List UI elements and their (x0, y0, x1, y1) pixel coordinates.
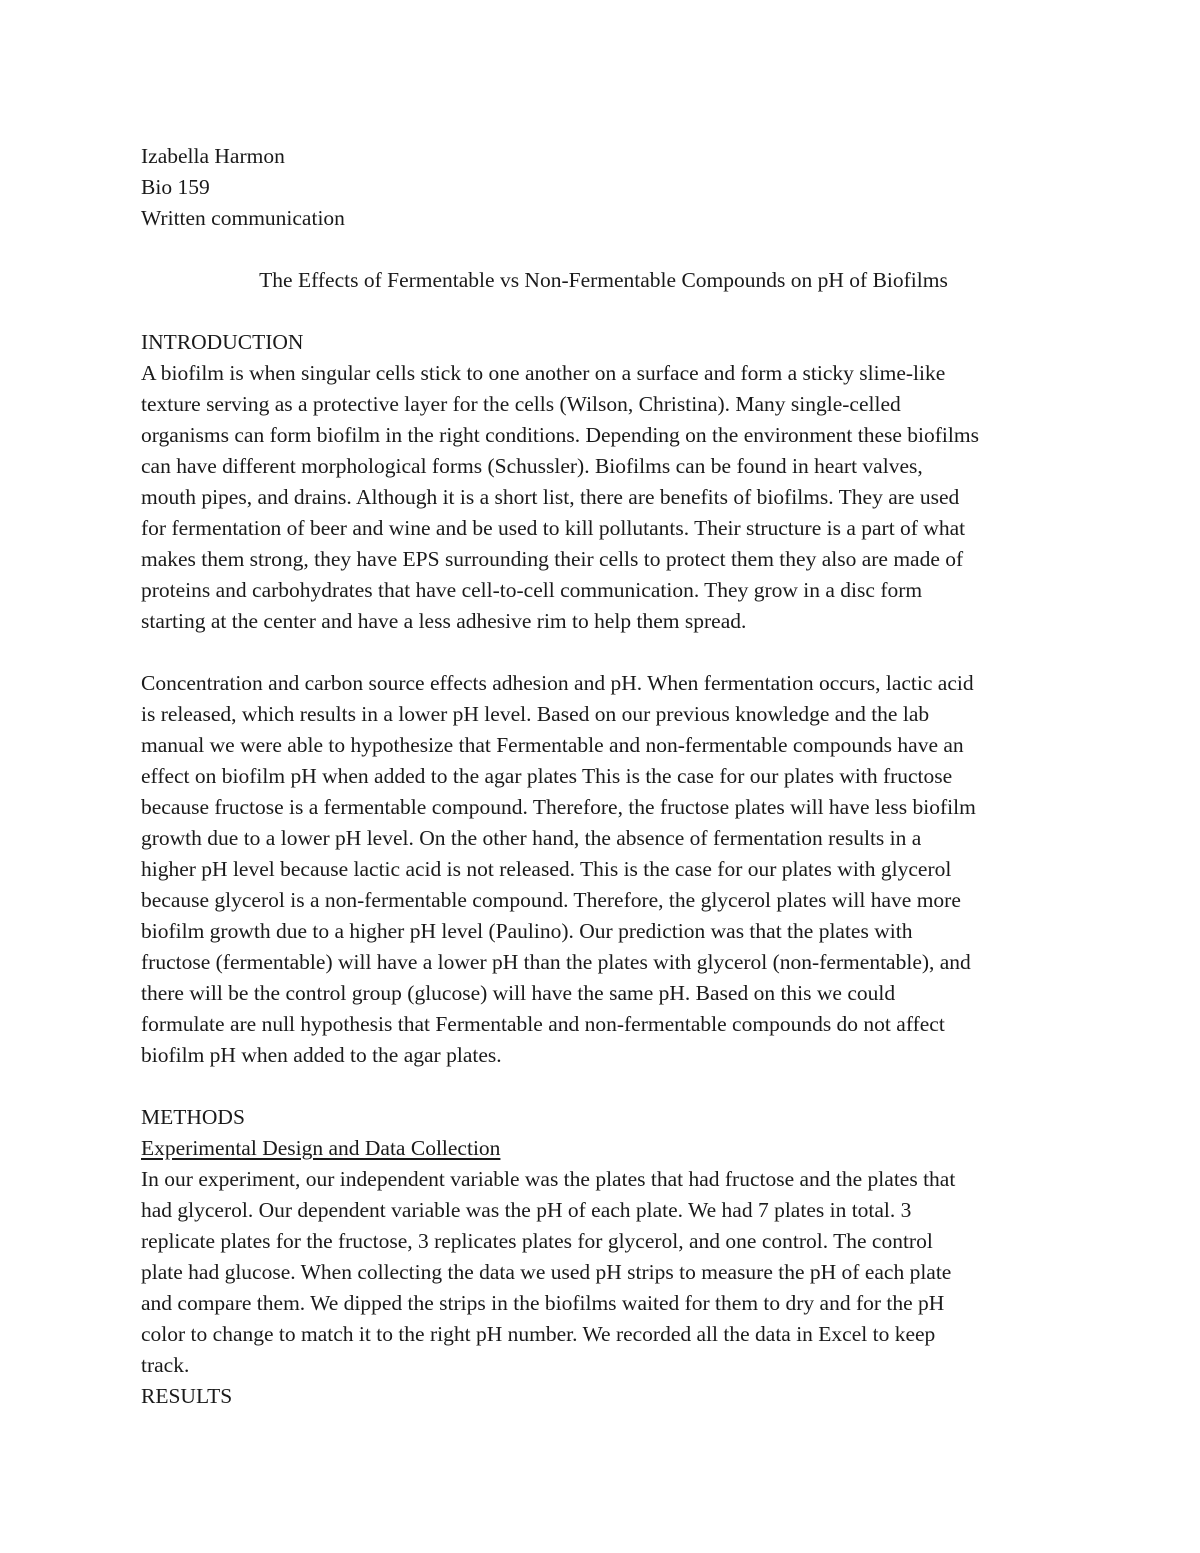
text-line: track. (141, 1353, 190, 1377)
text-line: higher pH level because lactic acid is not released. This is the case for our plates with glycerol (141, 857, 952, 881)
text-line: organisms can form biofilm in the right conditions. Depending on the environment these biofilms (141, 423, 979, 447)
text-line: Concentration and carbon source effects adhesion and pH. When fermentation occurs, lactic acid (141, 671, 974, 695)
text-line: growth due to a lower pH level. On the other hand, the absence of fermentation results in a (141, 826, 922, 850)
spacer (141, 637, 1066, 668)
results-heading: RESULTS (141, 1384, 233, 1408)
author-name: Izabella Harmon (141, 144, 285, 168)
text-line: replicate plates for the fructose, 3 replicates plates for glycerol, and one control. The control (141, 1229, 933, 1253)
text-line: and compare them. We dipped the strips in the biofilms waited for them to dry and for the pH (141, 1291, 945, 1315)
introduction-paragraph-2 (141, 668, 1066, 1071)
text-line: A biofilm is when singular cells stick to one another on a surface and form a sticky slime-like (141, 361, 946, 385)
methods-heading: METHODS (141, 1105, 245, 1129)
text-line: In our experiment, our independent variable was the plates that had fructose and the plates that (141, 1167, 956, 1191)
text-line: there will be the control group (glucose) will have the same pH. Based on this we could (141, 981, 896, 1005)
text-line: formulate are null hypothesis that Fermentable and non-fermentable compounds do not affect (141, 1012, 945, 1036)
text-line: color to change to match it to the right pH number. We recorded all the data in Excel to keep (141, 1322, 936, 1346)
text-line: plate had glucose. When collecting the data we used pH strips to measure the pH of each plate (141, 1260, 952, 1284)
text-line: mouth pipes, and drains. Although it is a short list, there are benefits of biofilms. They are used (141, 485, 960, 509)
text-line: biofilm pH when added to the agar plates. (141, 1043, 502, 1067)
text-line: can have different morphological forms (Schussler). Biofilms can be found in heart valves, (141, 454, 923, 478)
assignment-name: Written communication (141, 206, 345, 230)
text-line: effect on biofilm pH when added to the agar plates This is the case for our plates with fructose (141, 764, 953, 788)
text-line: for fermentation of beer and wine and be used to kill pollutants. Their structure is a part of what (141, 516, 966, 540)
document-body (141, 141, 1066, 1412)
text-line: makes them strong, they have EPS surrounding their cells to protect them they also are made of (141, 547, 964, 571)
introduction-paragraph-1 (141, 358, 1066, 637)
methods-subheading: Experimental Design and Data Collection (141, 1136, 501, 1160)
methods-paragraph (141, 1164, 1066, 1381)
text-line: biofilm growth due to a higher pH level (Paulino). Our prediction was that the plates with (141, 919, 913, 943)
spacer (141, 1071, 1066, 1102)
document-title: The Effects of Fermentable vs Non-Fermentable Compounds on pH of Biofilms (259, 268, 948, 292)
text-line: starting at the center and have a less adhesive rim to help them spread. (141, 609, 747, 633)
text-line: texture serving as a protective layer for the cells (Wilson, Christina). Many single-celled (141, 392, 901, 416)
text-line: fructose (fermentable) will have a lower pH than the plates with glycerol (non-fermentable), and (141, 950, 971, 974)
course-name: Bio 159 (141, 175, 210, 199)
text-line: because glycerol is a non-fermentable compound. Therefore, the glycerol plates will have more (141, 888, 961, 912)
text-line: is released, which results in a lower pH level. Based on our previous knowledge and the lab (141, 702, 930, 726)
text-line: because fructose is a fermentable compound. Therefore, the fructose plates will have less biofilm (141, 795, 976, 819)
spacer (141, 234, 1066, 265)
introduction-heading: INTRODUCTION (141, 330, 304, 354)
text-line: proteins and carbohydrates that have cell-to-cell communication. They grow in a disc form (141, 578, 923, 602)
text-line: had glycerol. Our dependent variable was the pH of each plate. We had 7 plates in total. 3 (141, 1198, 912, 1222)
spacer (141, 296, 1066, 327)
text-line: manual we were able to hypothesize that Fermentable and non-fermentable compounds have an (141, 733, 964, 757)
